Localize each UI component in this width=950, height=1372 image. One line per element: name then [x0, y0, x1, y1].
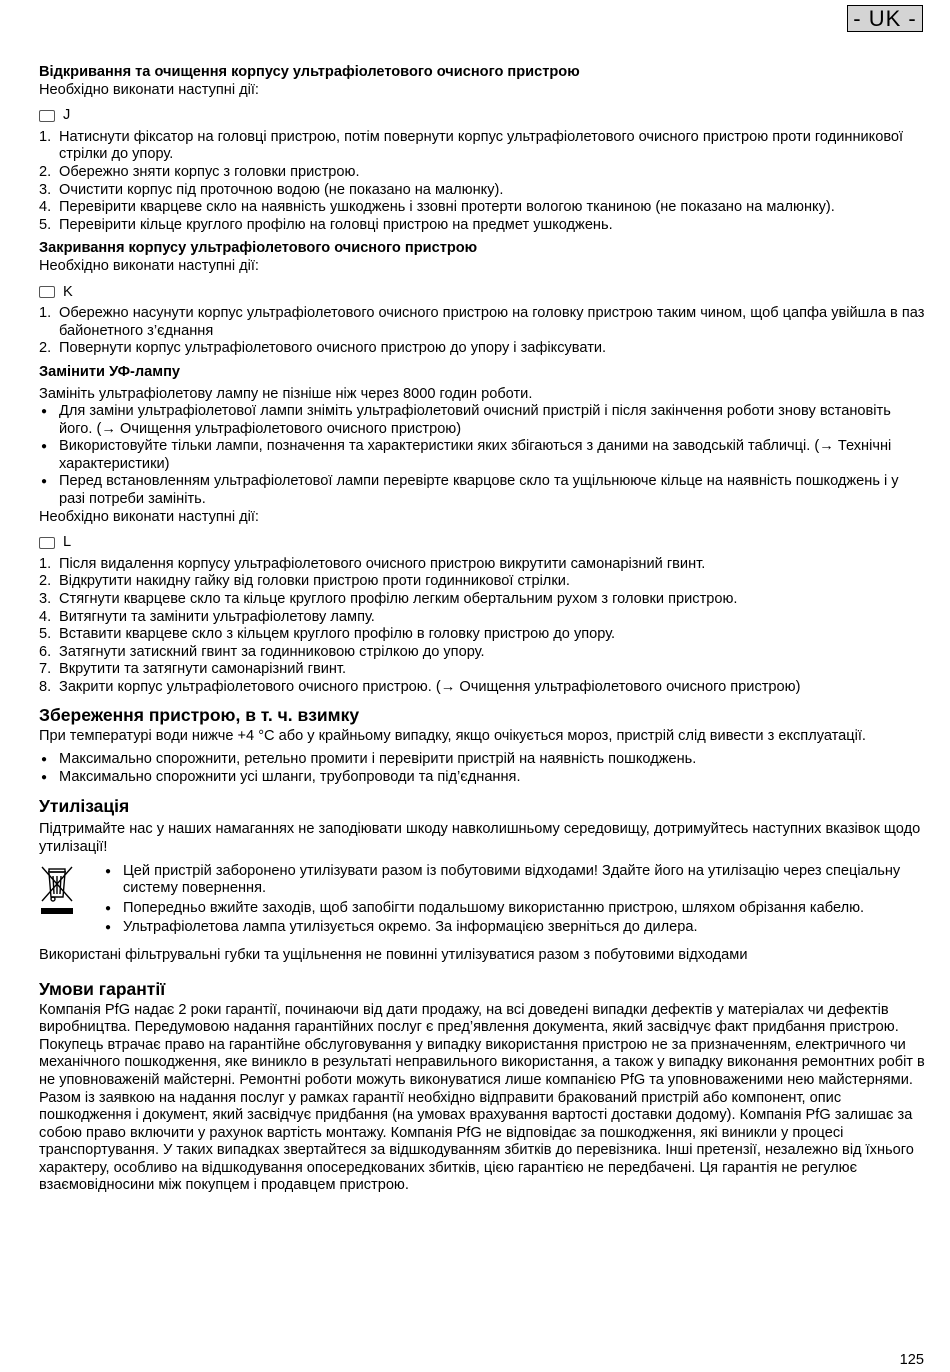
- figure-letter: K: [63, 283, 73, 300]
- steps-close: [39, 305, 927, 358]
- figure-icon: [39, 537, 55, 549]
- list-item: 2. Обережно зняти корпус з головки пристрою.: [39, 163, 360, 180]
- section-heading-disposal: Утилізація: [39, 796, 130, 817]
- list-item: 3. Стягнути кварцеве скло та кільце круглого профілю легким обертальним рухом з головки пристрою.: [39, 591, 738, 608]
- figure-letter: L: [63, 534, 72, 551]
- weee-crossed-bin-icon: [39, 863, 103, 923]
- section-heading-lamp: Замінити УФ-лампу: [39, 363, 181, 380]
- storage-bullets: [39, 751, 927, 786]
- section-intro: Необхідно виконати наступні дії:: [39, 508, 259, 525]
- list-item: 1. Натиснути фіксатор на головці пристрою, потім повернути корпус ультрафіолетового очисного пристрою проти годинникової стрілки до упору.: [39, 128, 904, 163]
- steps-open: [39, 129, 927, 235]
- section-intro: При температурі води нижче +4 °С або у крайньому випадку, якщо очікується мороз, пристрій слід вивести з експлуатації.: [39, 727, 866, 744]
- warranty-text: Компанія PfG надає 2 роки гарантії, починаючи від дати продажу, на всі доведені випадки дефектів у матеріалах чи дефектів виробництва. Передумовою надання гарантійних послуг є пред’явлення документа, який засвідчує факт придбання пристрою. Покупець втрачає право на гарантійне обслуговування у випадку використання пристрою не за призначенням, електричного чи механічного пошкодження, яке виникло в результаті неправильного використання, а також у випадку виконання ремонтних робіт в не уповноваженій майстерні. Ремонтні роботи можуть виконуватися лише компанією PfG та уповноваженими нею майстернями. Разом із заявкою на надання послуг у рамках гарантії необхідно відправити бракований пристрій або компонент, опис пошкодження і документ, який засвідчує придбання (на умовах врахування вартості доставки додому). Компанія PfG залишає за собою право включити у рахунок вартість монтажу. Компанія PfG не відповідає за пошкодження, які виникли у процесі транспортування. У таких випадках звертайтеся за відшкодуванням збитків до перевізника. Інші претензії, незалежно від їхнього характеру, особливо на відшкодування опосередкованих збитків, цією гарантією не передбачені. Ця гарантія не регулює взаємовідносини між покупцем і продавцем пристрою.: [39, 1001, 925, 1194]
- list-item: 4. Витягнути та замінити ультрафіолетову лампу.: [39, 608, 375, 625]
- figure-icon: [39, 110, 55, 122]
- list-item: 6. Затягнути затискний гвинт за годинниковою стрілкою до упору.: [39, 643, 485, 660]
- figure-reference: [39, 534, 927, 552]
- list-item: ● Максимально спорожнити усі шланги, трубопроводи та під’єднання.: [41, 768, 521, 785]
- figure-letter: J: [63, 107, 71, 124]
- section-intro: Необхідно виконати наступні дії:: [39, 81, 259, 98]
- section-heading-close: Закривання корпусу ультрафіолетового очисного пристрою: [39, 240, 478, 257]
- figure-reference: [39, 284, 927, 302]
- section-intro: Необхідно виконати наступні дії:: [39, 257, 259, 274]
- disposal-bullets: [103, 863, 927, 939]
- section-heading-open: Відкривання та очищення корпусу ультрафіолетового очисного пристрою: [39, 64, 580, 80]
- page-number: 125: [899, 1352, 924, 1368]
- list-item: ● Перед встановленням ультрафіолетової лампи перевірте кварцове скло та ущільнююче кільце на наявність пошкоджень і у разі потреби замініть.: [41, 473, 899, 508]
- list-item: 2. Повернути корпус ультрафіолетового очисного пристрою до упору і зафіксувати.: [39, 340, 607, 357]
- list-item: 1. Обережно насунути корпус ультрафіолетового очисного пристрою на головку пристрою таким чином, щоб цапфа увійшла в паз байонетного з’єднання: [39, 305, 925, 339]
- list-item: ● Використовуйте тільки лампи, позначення та характеристики яких збігаються з даними на заводській табличці. (→ Технічні характеристики): [41, 438, 892, 472]
- disposal-note: Використані фільтрувальні губки та ущільнення не повинні утилізуватися разом з побутовими відходами: [39, 946, 748, 963]
- list-item: ● Попередньо вжийте заходів, щоб запобігти подальшому використанню пристрою, шляхом обрізання кабелю.: [105, 899, 865, 916]
- list-item: 1. Після видалення корпусу ультрафіолетового очисного пристрою викрутити самонарізний гвинт.: [39, 555, 706, 572]
- list-item: 5. Перевірити кільце круглого профілю на головці пристрою на предмет ушкоджень.: [39, 216, 613, 233]
- list-item: 2. Відкрутити накидну гайку від головки пристрою проти годинникової стрілки.: [39, 573, 570, 590]
- list-item: ● Максимально спорожнити, ретельно промити і перевірити пристрій на наявність пошкоджень.: [41, 751, 697, 768]
- list-item: 7. Вкрутити та затягнути самонарізний гвинт.: [39, 661, 347, 678]
- language-badge: - UK -: [847, 5, 923, 32]
- list-item: 5. Вставити кварцеве скло з кільцем круглого профілю в головку пристрою до упору.: [39, 626, 616, 643]
- list-item: 4. Перевірити кварцеве скло на наявність ушкоджень і ззовні протерти вологою тканиною (не показано на малюнку).: [39, 199, 835, 216]
- section-heading-storage: Збереження пристрою, в т. ч. взимку: [39, 704, 360, 725]
- list-item: ● Цей пристрій заборонено утилізувати разом із побутовими відходами! Здайте його на утилізацію через спеціальну систему повернення.: [105, 862, 901, 897]
- section-heading-warranty: Умови гарантії: [39, 978, 166, 999]
- steps-lamp: [39, 556, 927, 697]
- list-item: ● Для заміни ультрафіолетової лампи зніміть ультрафіолетовий очисний пристрій і після закінчення роботи знову встановіть його. (→ Очищення ультрафіолетового очисного пристрою): [41, 403, 891, 437]
- lamp-bullets: [39, 403, 927, 509]
- document-body: [39, 60, 927, 1195]
- section-intro: Замініть ультрафіолетову лампу не пізніше ніж через 8000 годин роботи.: [39, 385, 533, 402]
- list-item: 3. Очистити корпус під проточною водою (не показано на малюнку).: [39, 181, 504, 198]
- disposal-block: [39, 863, 927, 939]
- list-item: 8. Закрити корпус ультрафіолетового очисного пристрою. (→ Очищення ультрафіолетового очисного пристрою): [39, 679, 801, 695]
- list-item: ● Ультрафіолетова лампа утилізується окремо. За інформацією зверніться до дилера.: [105, 919, 698, 936]
- section-intro: Підтримайте нас у наших намаганнях не заподіювати шкоду навколишньому середовищу, дотримуйтесь наступних вказівок щодо утилізації!: [39, 821, 921, 855]
- figure-icon: [39, 286, 55, 298]
- figure-reference: [39, 107, 927, 125]
